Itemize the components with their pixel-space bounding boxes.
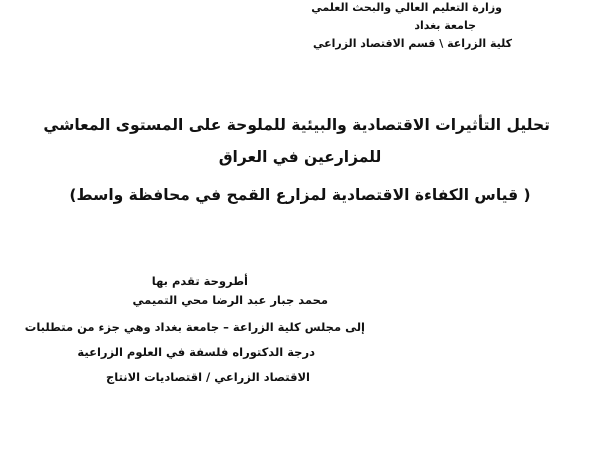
submission-council: إلى مجلس كلية الزراعة – جامعة بغداد وهي جزء من متطلبات: [24, 320, 365, 334]
thesis-title-line-1: تحليل التأثيرات الاقتصادية والبيئية للملوحة على المستوى المعاشي: [43, 116, 550, 134]
university-name: جامعة بغداد: [414, 19, 476, 32]
ministry-name: وزارة التعليم العالي والبحث العلمي: [311, 1, 502, 14]
thesis-title-line-2: للمزارعين في العراق: [218, 148, 382, 166]
specialization: الاقتصاد الزراعي / اقتصاديات الانتاج: [106, 370, 310, 384]
degree-name: درجة الدكتوراه فلسفة في العلوم الزراعية: [77, 345, 315, 359]
submission-intro: أطروحة تقدم بها: [151, 274, 248, 288]
thesis-subtitle: ( قياس الكفاءة الاقتصادية لمزارع القمح في محافظة واسط): [69, 186, 531, 204]
author-name: محمد جبار عبد الرضا محي التميمي: [132, 293, 328, 307]
college-department: كلية الزراعة \ قسم الاقتصاد الزراعي: [312, 37, 512, 50]
